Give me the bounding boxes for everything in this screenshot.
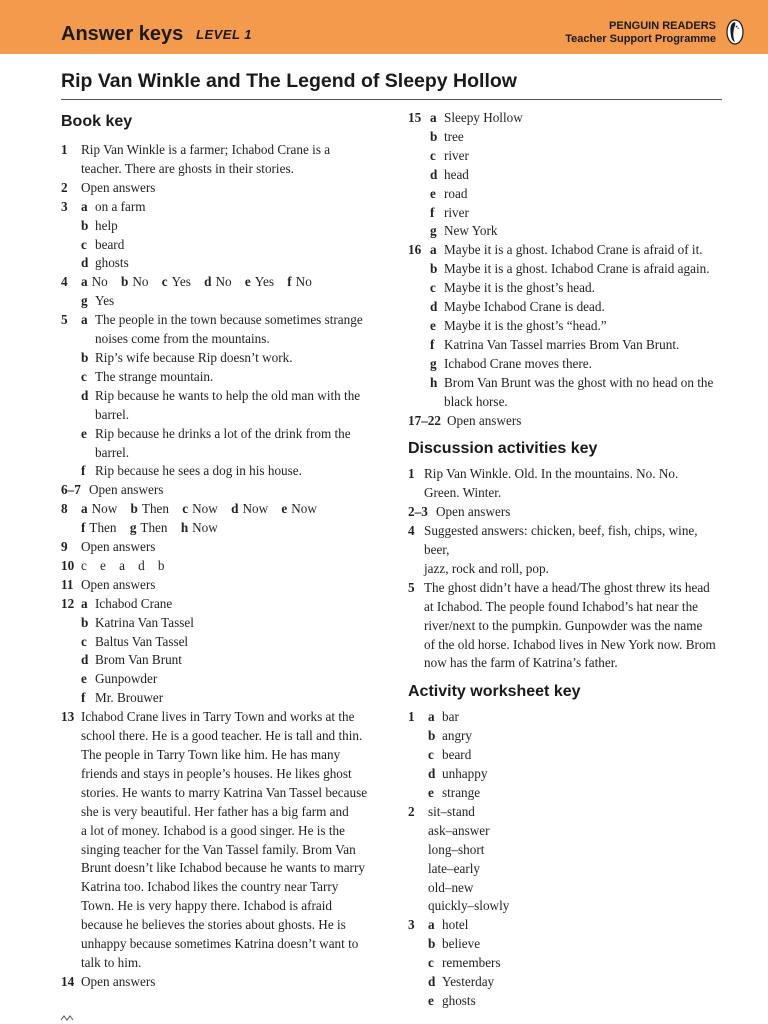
title-divider [61, 99, 722, 100]
header-level: LEVEL 1 [196, 27, 253, 42]
discussion-answer-1: 1 Rip Van Winkle. Old. In the mountains. No. No. Green. Winter. [408, 465, 724, 503]
page-corner-mark [60, 1014, 74, 1022]
discussion-answer-5: 5 The ghost didn’t have a head/The ghost threw its head at Ichabod. The people found Ichabod’s hat near the river/next to the pumpkin. Gunpowder was the name of the old horse. Ichabod lives in New York now. Brom now has the farm of Katrina’s father. [408, 579, 724, 674]
left-column [61, 110, 376, 992]
answer-10: 10 c e a d b [61, 557, 376, 576]
answer-number: 4 [61, 274, 68, 290]
answer-number: 12 [61, 595, 75, 611]
answer-number: 11 [61, 576, 74, 592]
page-header [0, 0, 768, 54]
answer-number: 5 [408, 579, 415, 595]
answer-3: 3 a on a farm b help c beard d ghosts [61, 198, 146, 271]
header-title: Answer keys [61, 23, 184, 45]
answer-number: 1 [408, 709, 415, 725]
worksheet-answer-3: 3 a hotel b believe c remembers d Yesterday e ghosts [408, 917, 501, 1008]
answer-11: 11 Open answers [61, 576, 376, 595]
answer-16: 16 a Maybe it is a ghost. Ichabod Crane is afraid of it. b Maybe it is a ghost. Ichabod Crane is afraid again. c Maybe it is the ghost’s head. d Maybe Ichabod Crane is dead. e Maybe it is the ghost’s “head.” f Katrina Van Tassel marries Brom Van Brunt. g Ichabod Crane moves there. h Brom Van Brunt was the ghost with no head on the black horse. [408, 242, 714, 409]
answer-number: 2–3 [408, 504, 428, 520]
answer-number: 1 [408, 466, 415, 482]
answer-15: 15 a Sleepy Hollow b tree c river d head e road f river g New York [408, 110, 523, 239]
penguin-icon [724, 19, 746, 45]
answer-2 [61, 179, 376, 198]
answer-number: 10 [61, 557, 75, 573]
answer-number: 8 [61, 501, 68, 517]
answer-number: 3 [408, 917, 415, 933]
answer-number: 2 [61, 179, 68, 195]
answer-number: 9 [61, 539, 68, 555]
page-title: Rip Van Winkle and The Legend of Sleepy Hollow [61, 70, 517, 92]
answer-6-7 [61, 481, 376, 500]
answer-13 [61, 708, 376, 973]
brand-line-1: PENGUIN READERS [609, 20, 716, 32]
answer-number: 4 [408, 523, 415, 539]
brand-line-2: Teacher Support Programme [565, 33, 716, 45]
answer-text: Rip Van Winkle is a farmer; Ichabod Crane is a teacher. There are ghosts in their stories. [81, 142, 331, 176]
answer-number: 6–7 [61, 482, 81, 498]
book-key-heading: Book key [61, 113, 133, 130]
answer-number: 14 [61, 973, 75, 989]
answer-number: 13 [61, 709, 75, 725]
discussion-answer-2-3: 2–3 Open answers [408, 503, 724, 522]
answer-14: 14 Open answers [61, 973, 376, 992]
answer-5: 5 a The people in the town because sometimes strange noises come from the mountains. b Rip’s wife because Rip doesn’t work. c The strange mountain. d Rip because he wants to help the old man with the barrel. e Rip because he drinks a lot of the drink from the barrel. f Rip because he sees a dog in his house. [61, 312, 363, 479]
answer-text: Open answers [89, 482, 164, 498]
answer-17-22: 17–22 Open answers [408, 412, 724, 431]
answer-number: 1 [61, 142, 68, 157]
worksheet-answer-1: 1 a bar b angry c beard d unhappy e strange [408, 709, 488, 800]
answer-number: 16 [408, 242, 422, 258]
answer-number: 2 [408, 803, 415, 819]
answer-8: 8 a Now b Then c Now d Now e Now f Then g Then h Now [61, 501, 317, 536]
answer-number: 3 [61, 198, 68, 214]
right-column [408, 109, 724, 1011]
answer-number: 17–22 [408, 412, 441, 428]
worksheet-answer-2: 2 sit–stand ask–answer long–short late–early old–new quickly–slowly [408, 803, 724, 916]
answer-9: 9 Open answers [61, 538, 376, 557]
header-brand [565, 20, 716, 46]
answer-4: 4 a No b No c Yes d No e Yes f No g Yes [61, 274, 312, 309]
answer-number: 15 [408, 110, 422, 125]
answer-number: 5 [61, 312, 68, 328]
answer-1 [61, 141, 376, 179]
answer-text: Open answers [81, 179, 156, 195]
answer-12: 12 a Ichabod Crane b Katrina Van Tassel c Baltus Van Tassel d Brom Van Brunt e Gunpowder f Mr. Brouwer [61, 595, 194, 706]
answer-text: Ichabod Crane lives in Tarry Town and works at the school there. He is a good teacher. He is tall and thin. The people in Tarry Town like him. He has many friends and stays in people’s houses. He likes ghost stories. He wants to marry Katrina Van Tassel because she is very beautiful. Her father has a big farm and a lot of money. Ichabod is a good singer. He is the singing teacher for the Van Tassel family. Brom Van Brunt doesn’t like Ichabod because he wants to marry Katrina too. Ichabod likes the country near Tarry Town. He is very happy there. Ichabod is afraid because he believes the stories about ghosts. He is unhappy because sometimes Katrina doesn’t want to talk to him. [81, 709, 368, 970]
worksheet-key-heading: Activity worksheet key [408, 683, 581, 701]
discussion-key-heading: Discussion activities key [408, 440, 598, 458]
discussion-answer-4: 4 Suggested answers: chicken, beef, fish, chips, wine, beer, jazz, rock and roll, pop. [408, 522, 724, 579]
